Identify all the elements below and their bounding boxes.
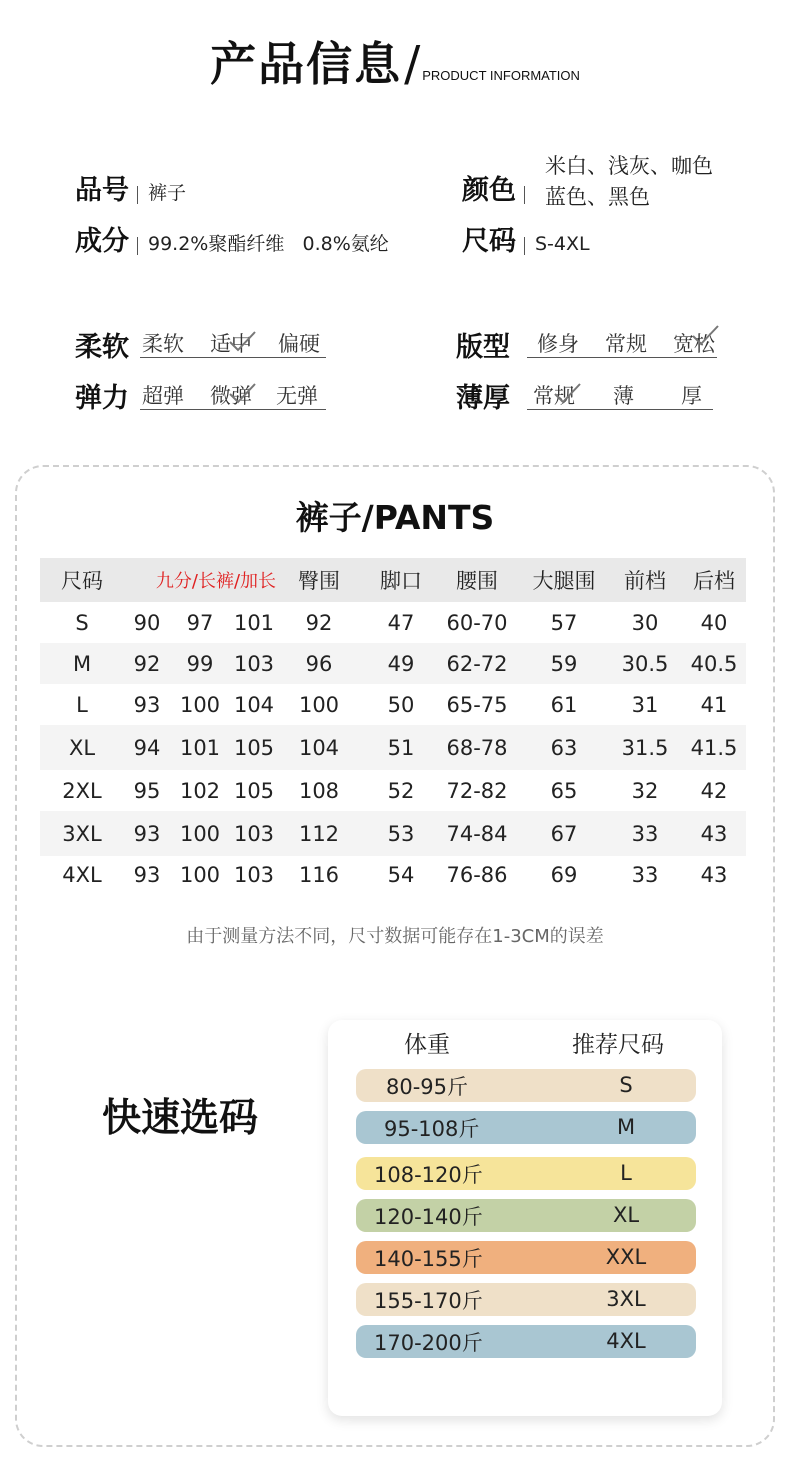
- table-cell: 53: [387, 821, 415, 846]
- size-label: 尺码: [462, 226, 516, 257]
- divider: [524, 186, 525, 204]
- weight-range: 95-108斤: [384, 1117, 480, 1141]
- header-hip: 臀围: [298, 569, 340, 593]
- table-cell: 104: [233, 692, 275, 717]
- check-icon: [228, 330, 256, 352]
- table-cell: 47: [387, 610, 415, 635]
- quick-select-row: [356, 1111, 696, 1144]
- recommended-size: XL: [612, 1203, 640, 1227]
- page-subtitle: PRODUCT INFORMATION: [422, 68, 580, 83]
- quick-select-title: 快速选码: [102, 1096, 259, 1141]
- thickness-label: 薄厚: [456, 383, 510, 414]
- material-value: 99.2%聚酯纤维 0.8%氨纶: [148, 233, 389, 255]
- color-label: 颜色: [462, 175, 516, 206]
- fit-options: [527, 324, 717, 358]
- table-cell: 57: [550, 610, 578, 635]
- table-cell: 33: [631, 863, 659, 887]
- table-body: [40, 602, 746, 894]
- table-cell: 51: [387, 735, 415, 760]
- table-header: [40, 558, 746, 602]
- table-cell: 68-78: [446, 735, 508, 760]
- table-cell: 32: [631, 778, 659, 803]
- elasticity-option: 微弹: [210, 384, 252, 408]
- table-cell: 100: [179, 821, 221, 846]
- table-cell: 101: [233, 610, 275, 635]
- item-value: 裤子: [148, 182, 187, 204]
- table-cell: 2XL: [62, 778, 102, 803]
- table-cell: 92: [133, 651, 161, 676]
- recommended-size: 4XL: [606, 1329, 646, 1353]
- measurement-note: 由于测量方法不同，尺寸数据可能存在1-3CM的误差: [186, 926, 604, 947]
- table-cell: 95: [133, 778, 161, 803]
- table-cell: 93: [133, 821, 161, 846]
- table-cell: M: [72, 651, 92, 676]
- table-cell: 90: [133, 610, 161, 635]
- softness-option: 适中: [210, 332, 252, 356]
- table-cell: 40: [700, 610, 728, 635]
- table-cell: 54: [387, 863, 415, 887]
- table-cell: 112: [298, 821, 340, 846]
- softness-options: [140, 324, 326, 358]
- weight-range: 80-95斤: [386, 1075, 469, 1099]
- table-cell: 105: [233, 735, 275, 760]
- table-cell: 60-70: [446, 610, 508, 635]
- table-cell: 92: [305, 610, 333, 635]
- weight-range: 170-200斤: [374, 1331, 483, 1355]
- title-slash: /: [404, 36, 421, 92]
- table-cell: 93: [133, 692, 161, 717]
- table-row: [40, 811, 746, 856]
- header-size: 尺码: [61, 569, 103, 593]
- quick-select-row: [356, 1283, 696, 1316]
- table-cell: 40.5: [690, 651, 738, 676]
- table-cell: 49: [387, 651, 415, 676]
- softness-option: 偏硬: [278, 332, 320, 356]
- table-cell: 31.5: [621, 735, 669, 760]
- table-row: [40, 770, 746, 811]
- table-cell: 43: [700, 821, 728, 846]
- table-cell: 116: [298, 863, 340, 887]
- quick-select-row: [356, 1157, 696, 1190]
- check-icon: [691, 324, 719, 346]
- header-waist: 腰围: [456, 569, 498, 593]
- table-cell: 101: [179, 735, 221, 760]
- fit-option: 常规: [605, 332, 647, 356]
- table-cell: 100: [179, 863, 221, 887]
- material-row: [75, 219, 389, 258]
- divider: [137, 186, 138, 204]
- table-cell: 67: [550, 821, 578, 846]
- table-cell: 100: [179, 692, 221, 717]
- weight-range: 155-170斤: [374, 1289, 483, 1313]
- table-cell: 72-82: [446, 778, 508, 803]
- table-cell: 103: [233, 821, 275, 846]
- recommended-size: S: [619, 1073, 633, 1097]
- size-row: [462, 219, 590, 258]
- table-cell: 69: [550, 863, 578, 887]
- quick-select-row: [356, 1325, 696, 1358]
- table-row: [40, 602, 746, 643]
- header-length: 九分/长裤/加长: [155, 571, 277, 592]
- recommended-size: XXL: [605, 1245, 647, 1269]
- table-cell: 103: [233, 863, 275, 887]
- recommended-size: M: [616, 1115, 636, 1139]
- check-icon: [553, 382, 581, 404]
- table-cell: 31: [631, 692, 659, 717]
- thickness-option: 厚: [681, 384, 702, 408]
- table-cell: 99: [186, 651, 214, 676]
- table-cell: 94: [133, 735, 161, 760]
- table-cell: 108: [298, 778, 340, 803]
- item-row: [75, 168, 186, 207]
- table-cell: 105: [233, 778, 275, 803]
- header-thigh: 大腿围: [532, 569, 596, 593]
- table-cell: 65-75: [446, 692, 508, 717]
- color-row: [462, 168, 535, 207]
- thickness-options: [527, 376, 713, 410]
- table-row: [40, 725, 746, 770]
- size-table: [40, 558, 746, 894]
- quick-select-row: [356, 1199, 696, 1232]
- table-cell: 52: [387, 778, 415, 803]
- table-cell: 62-72: [446, 651, 508, 676]
- weight-range: 120-140斤: [374, 1205, 483, 1229]
- page-title: 产品信息: [210, 37, 403, 91]
- recommended-size: L: [620, 1161, 632, 1185]
- elasticity-option: 超弹: [142, 384, 184, 408]
- table-cell: 104: [298, 735, 340, 760]
- table-cell: 50: [387, 692, 415, 717]
- page-header: [0, 28, 790, 94]
- table-cell: XL: [68, 735, 96, 760]
- table-cell: 4XL: [62, 863, 102, 887]
- color-value-line2: 蓝色、黑色: [545, 185, 650, 209]
- elasticity-label: 弹力: [75, 383, 129, 414]
- material-label: 成分: [75, 226, 129, 257]
- table-cell: 76-86: [446, 863, 508, 887]
- softness-label: 柔软: [75, 332, 129, 363]
- table-cell: S: [75, 610, 89, 635]
- elasticity-options: [140, 376, 326, 410]
- item-label: 品号: [75, 175, 129, 206]
- thickness-option: 常规: [533, 384, 575, 408]
- color-value-line1: 米白、浅灰、咖色: [545, 154, 713, 178]
- divider: [524, 237, 525, 255]
- table-cell: 43: [700, 863, 728, 887]
- weight-range: 140-155斤: [374, 1247, 483, 1271]
- header-back-rise: 后档: [693, 569, 735, 593]
- fit-option: 修身: [537, 332, 579, 356]
- table-cell: 103: [233, 651, 275, 676]
- table-cell: 30: [631, 610, 659, 635]
- table-cell: 96: [305, 651, 333, 676]
- table-cell: 63: [550, 735, 578, 760]
- header-hem: 脚口: [380, 569, 422, 593]
- table-row: [40, 856, 746, 894]
- table-cell: 93: [133, 863, 161, 887]
- table-cell: 65: [550, 778, 578, 803]
- table-cell: 41: [700, 692, 728, 717]
- table-row: [40, 684, 746, 725]
- weight-header: 体重: [404, 1032, 450, 1058]
- size-value: S-4XL: [535, 233, 590, 255]
- table-row: [40, 643, 746, 684]
- pants-title: 裤子/PANTS: [295, 498, 495, 537]
- thickness-option: 薄: [613, 384, 634, 408]
- size-header: 推荐尺码: [572, 1032, 664, 1058]
- fit-option: 宽松: [673, 332, 715, 356]
- table-cell: 61: [550, 692, 578, 717]
- elasticity-option: 无弹: [276, 384, 318, 408]
- table-cell: 59: [550, 651, 578, 676]
- table-cell: 41.5: [690, 735, 738, 760]
- check-icon: [228, 382, 256, 404]
- table-cell: 97: [186, 610, 214, 635]
- quick-select-row: [356, 1241, 696, 1274]
- fit-label: 版型: [456, 332, 510, 363]
- table-cell: 30.5: [621, 651, 669, 676]
- table-cell: 74-84: [446, 821, 508, 846]
- quick-select-row: [356, 1069, 696, 1102]
- table-cell: 33: [631, 821, 659, 846]
- weight-range: 108-120斤: [374, 1163, 483, 1187]
- divider: [137, 237, 138, 255]
- table-cell: 102: [179, 778, 221, 803]
- table-cell: 3XL: [62, 821, 102, 846]
- header-front-rise: 前档: [624, 569, 666, 593]
- color-values: [545, 151, 713, 213]
- table-cell: 42: [700, 778, 728, 803]
- table-cell: L: [76, 692, 88, 717]
- softness-option: 柔软: [142, 332, 184, 356]
- table-cell: 100: [298, 692, 340, 717]
- recommended-size: 3XL: [606, 1287, 646, 1311]
